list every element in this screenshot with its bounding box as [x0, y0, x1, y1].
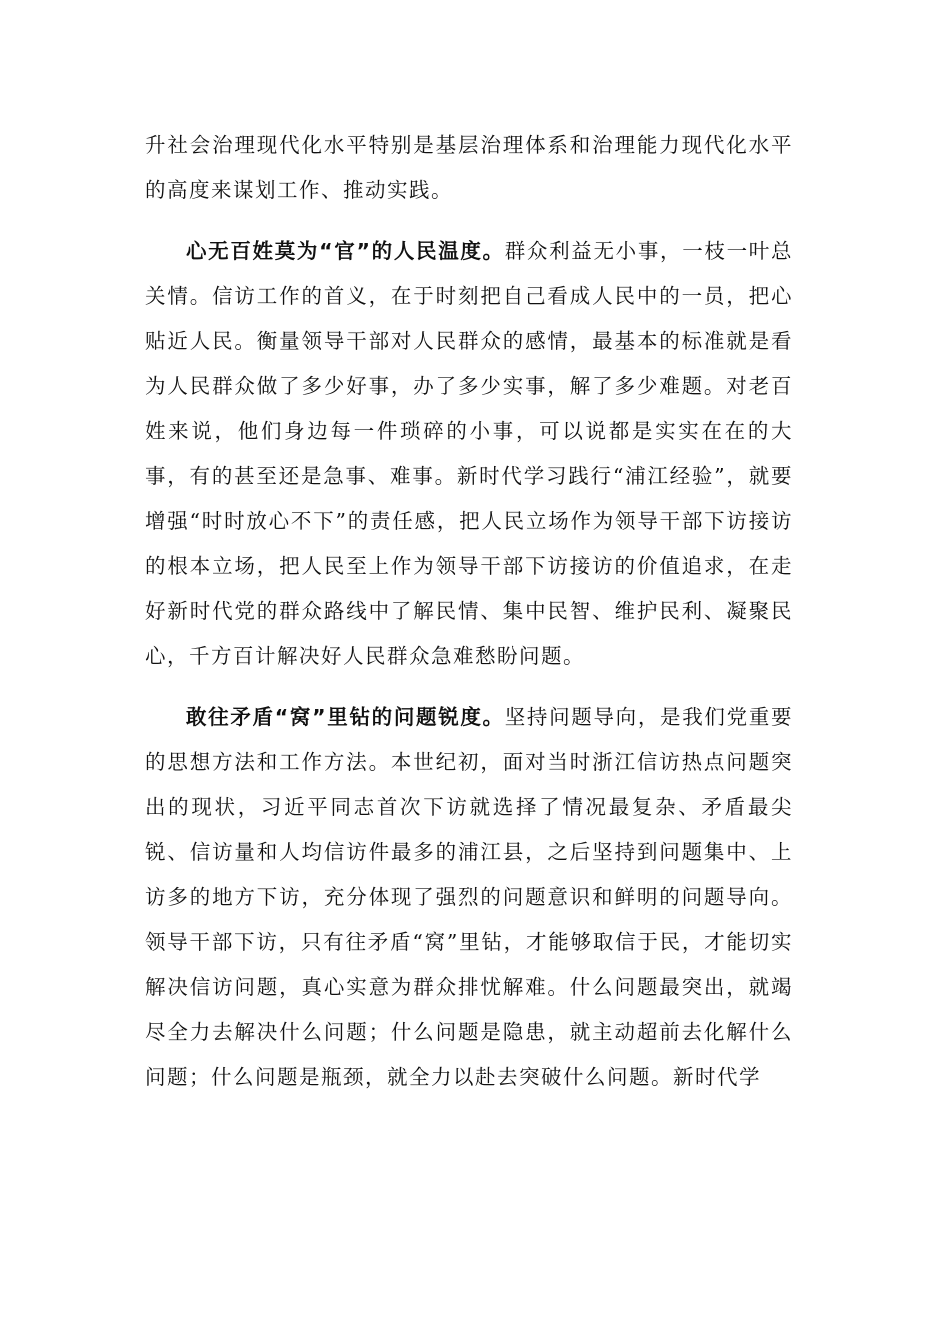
paragraph-lead-heading: 敢往矛盾“窝”里钻的问题锐度。	[186, 705, 505, 729]
paragraph-continuation	[145, 123, 793, 213]
paragraph-body: 坚持问题导向，是我们党重要的思想方法和工作方法。本世纪初，面对当时浙江信访热点问题突出的现状，习近平同志首次下访就选择了情况最复杂、矛盾最尖锐、信访量和人均信访件最多的浦江县，之后坚持到问题集中、上访多的地方下访，充分体现了强烈的问题意识和鲜明的问题导向。领导干部下访，只有往矛盾“窝”里钻，才能够取信于民，才能切实解决信访问题，真心实意为群众排忧解难。什么问题最突出，就竭尽全力去解决什么问题；什么问题是隐患，就主动超前去化解什么问题；什么问题是瓶颈，就全力以赴去突破什么问题。新时代学	[145, 705, 793, 1089]
paragraph-people-warmth	[145, 229, 793, 679]
paragraph-body: 群众利益无小事，一枝一叶总关情。信访工作的首义，在于时刻把自己看成人民中的一员，把心贴近人民。衡量领导干部对人民群众的感情，最基本的标准就是看为人民群众做了多少好事，办了多少实事，解了多少难题。对老百姓来说，他们身边每一件琐碎的小事，可以说都是实实在在的大事，有的甚至还是急事、难事。新时代学习践行“浦江经验”，就要增强“时时放心不下”的责任感，把人民立场作为领导干部下访接访的根本立场，把人民至上作为领导干部下访接访的价值追求，在走好新时代党的群众路线中了解民情、集中民智、维护民利、凝聚民心，千方百计解决好人民群众急难愁盼问题。	[145, 239, 793, 668]
paragraph-body: 升社会治理现代化水平特别是基层治理体系和治理能力现代化水平的高度来谋划工作、推动实践。	[145, 133, 793, 202]
paragraph-lead-heading: 心无百姓莫为“官”的人民温度。	[186, 239, 505, 263]
paragraph-problem-sharpness	[145, 695, 793, 1100]
document-body	[145, 123, 793, 1100]
